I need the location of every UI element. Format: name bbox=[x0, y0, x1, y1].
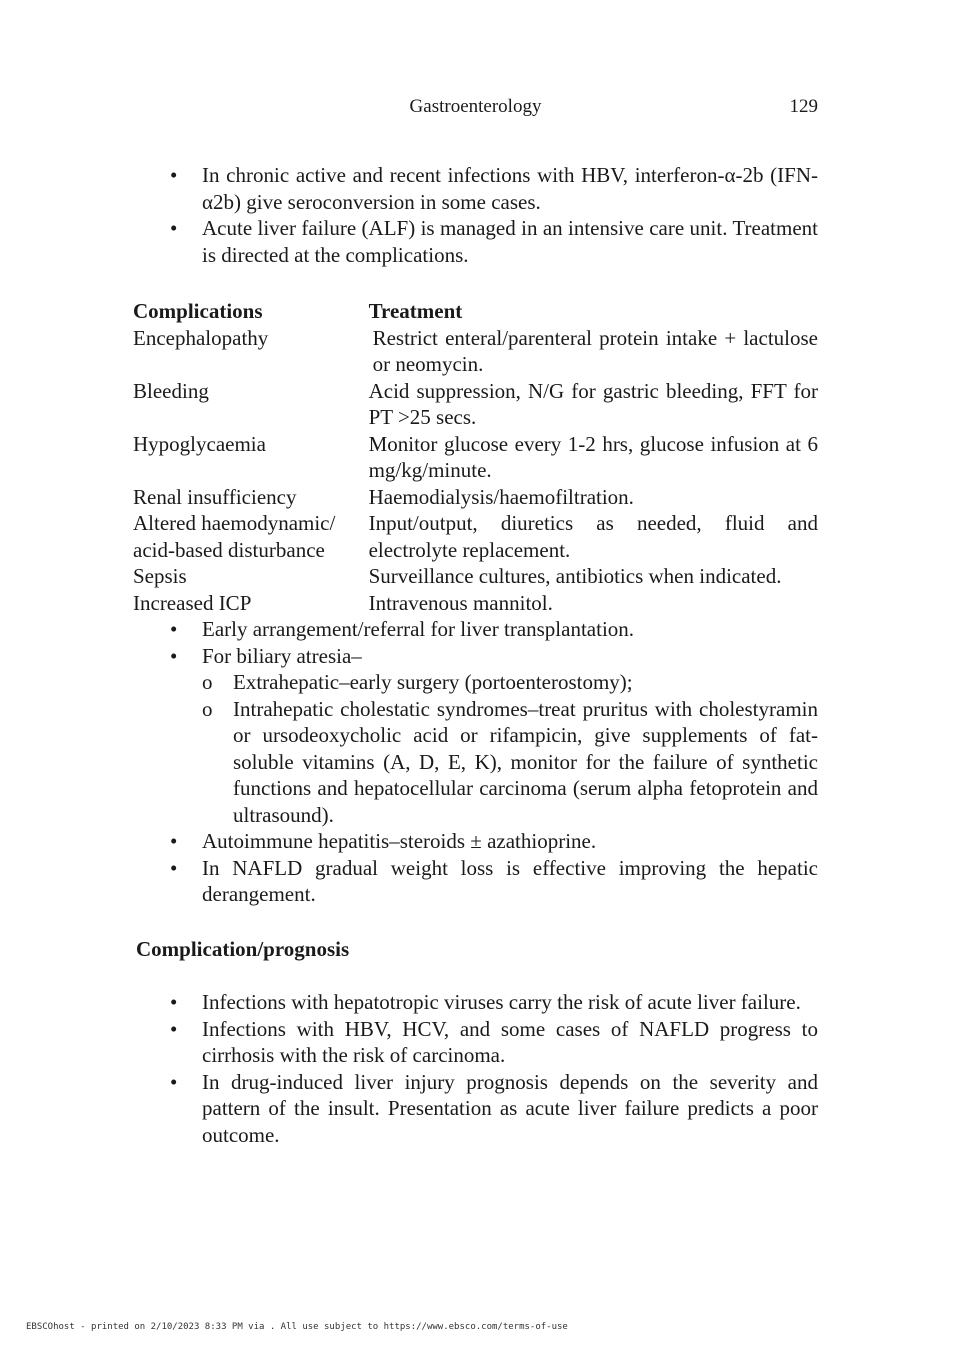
treatment-cell: Surveillance cultures, antibiotics when indicated. bbox=[368, 564, 782, 588]
complication-cell: Altered haemodynamic/ acid-based disturbance bbox=[133, 511, 336, 562]
column-header-complications: Complications bbox=[133, 299, 263, 323]
list-item: • Acute liver failure (ALF) is managed in an intensive care unit. Treatment is directed at the complications. bbox=[133, 215, 818, 268]
table-row bbox=[133, 325, 818, 378]
complication-cell: Bleeding bbox=[133, 378, 209, 403]
running-header bbox=[133, 96, 818, 122]
biliary-sub-list bbox=[202, 669, 818, 828]
table-header-row bbox=[133, 298, 818, 325]
table-row bbox=[133, 563, 818, 590]
treatment-cell: Haemodialysis/haemofiltration. bbox=[368, 484, 634, 509]
prognosis-bullet-list bbox=[133, 989, 818, 1148]
sub-list-item: o Extrahepatic–early surgery (portoenterostomy); bbox=[202, 669, 818, 696]
sub-list-item: o Intrahepatic cholestatic syndromes–treat pruritus with cholestyramin or ursodeoxycholic acid or rifampicin, give supplements of fat-soluble vitamins (A, D, E, K), monitor for the failure of synthetic functions and hepatocellular carcinoma (serum alpha fetoprotein and ultrasound). bbox=[202, 696, 818, 829]
complication-cell: Sepsis bbox=[133, 564, 187, 588]
table-row bbox=[133, 378, 818, 431]
treatment-cell: Monitor glucose every 1-2 hrs, glucose infusion at 6 mg/kg/minute. bbox=[368, 431, 818, 482]
table-row bbox=[133, 484, 818, 511]
print-footer: EBSCOhost - printed on 2/10/2023 8:33 PM via . All use subject to https://www.ebsco.com/terms-of-use bbox=[26, 1322, 568, 1332]
list-item: • In chronic active and recent infections with HBV, interferon-α-2b (IFN-α2b) give seroconversion in some cases. bbox=[133, 162, 818, 215]
complication-cell: Hypoglycaemia bbox=[133, 431, 266, 456]
running-title: Gastroenterology bbox=[409, 96, 542, 117]
section-heading: Complication/prognosis bbox=[136, 936, 350, 961]
complication-cell: Renal insufficiency bbox=[133, 484, 297, 509]
list-item: • Early arrangement/referral for liver transplantation. bbox=[133, 616, 818, 643]
table-row bbox=[133, 590, 818, 617]
column-header-treatment: Treatment bbox=[368, 299, 463, 323]
complication-cell: Increased ICP bbox=[133, 590, 252, 615]
treatment-cell: Intravenous mannitol. bbox=[368, 590, 553, 615]
list-item bbox=[133, 643, 818, 829]
list-item: • In NAFLD gradual weight loss is effective improving the hepatic derangement. bbox=[133, 855, 818, 908]
treatment-cell: Acid suppression, N/G for gastric bleeding, FFT for PT >25 secs. bbox=[368, 378, 818, 429]
page-content bbox=[133, 162, 818, 1148]
treatment-cell: Input/output, diuretics as needed, fluid and electrolyte replacement. bbox=[368, 511, 818, 562]
table-row bbox=[133, 431, 818, 484]
list-item: • Infections with hepatotropic viruses carry the risk of acute liver failure. bbox=[133, 989, 818, 1016]
list-item-text: For biliary atresia– bbox=[202, 643, 362, 668]
list-item: • In drug-induced liver injury prognosis depends on the severity and pattern of the insult. Presentation as acute liver failure predicts a poor outcome. bbox=[133, 1069, 818, 1149]
list-item: • Infections with HBV, HCV, and some cases of NAFLD progress to cirrhosis with the risk of carcinoma. bbox=[133, 1016, 818, 1069]
list-item: • Autoimmune hepatitis–steroids ± azathioprine. bbox=[133, 828, 818, 855]
complications-table bbox=[133, 298, 818, 616]
treatment-cell: Restrict enteral/parenteral protein intake + lactulose or neomycin. bbox=[372, 325, 818, 376]
complication-cell: Encephalopathy bbox=[133, 325, 269, 350]
table-row bbox=[133, 510, 818, 563]
management-bullet-list bbox=[133, 616, 818, 908]
intro-bullet-list bbox=[133, 162, 818, 268]
page-number: 129 bbox=[789, 96, 818, 117]
